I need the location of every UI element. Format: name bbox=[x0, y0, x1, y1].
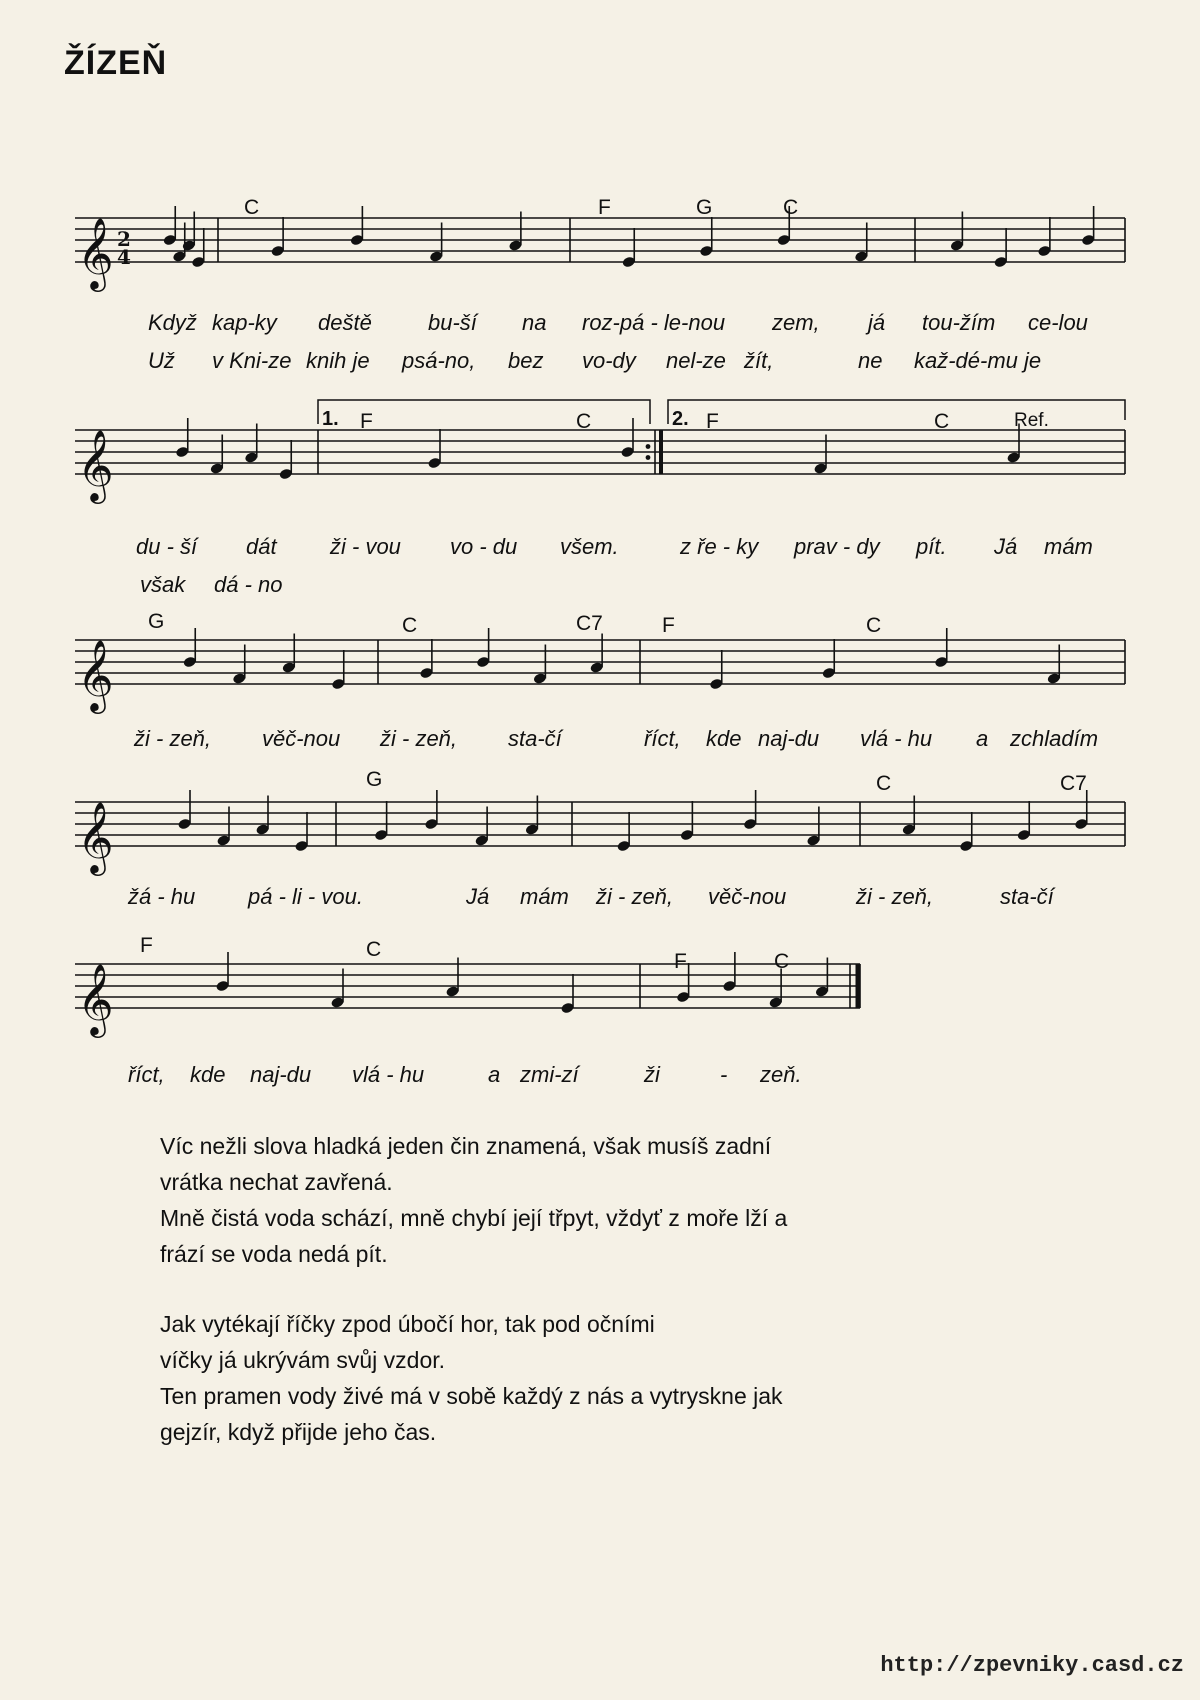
lyric-syllable: bez bbox=[508, 348, 544, 373]
lyric-syllable: ne bbox=[858, 348, 883, 373]
lyric-syllable: psá-no, bbox=[402, 348, 476, 373]
lyric-syllable: říct, bbox=[128, 1062, 165, 1087]
chord: C bbox=[774, 950, 790, 973]
lyric-syllable: naj-du bbox=[758, 726, 820, 751]
lyric-syllable: ce-lou bbox=[1028, 310, 1088, 335]
chord: C bbox=[244, 196, 260, 219]
lyric-syllable: ži - zeň, bbox=[380, 726, 458, 751]
lyric-syllable: vo-dy bbox=[582, 348, 636, 373]
lyric-syllable: ži bbox=[644, 1062, 660, 1087]
lyric-syllable: Já bbox=[994, 534, 1018, 559]
lyric-syllable: zmi-zí bbox=[520, 1062, 579, 1087]
lyric-syllable: žá - hu bbox=[128, 884, 196, 909]
lyric-syllable: Když bbox=[148, 310, 197, 335]
lyric-syllable: věč-nou bbox=[262, 726, 341, 751]
chord: C bbox=[576, 410, 592, 433]
chord: F bbox=[360, 410, 373, 433]
lyric-syllable: v Kni-ze bbox=[212, 348, 292, 373]
lyric-syllable: nel-ze bbox=[666, 348, 726, 373]
lyric-syllable: knih je bbox=[306, 348, 370, 373]
chord: C bbox=[783, 196, 799, 219]
staff-5 bbox=[0, 926, 1200, 1035]
lyric-syllable: pá - li - vou. bbox=[248, 884, 363, 909]
lyric-syllable: vlá - hu bbox=[860, 726, 933, 751]
staff-4 bbox=[0, 768, 1200, 873]
lyric-syllable: a bbox=[488, 1062, 501, 1087]
lyric-syllable: žít, bbox=[744, 348, 774, 373]
treble-clef-icon: 𝄞 bbox=[77, 962, 114, 1035]
lyric-syllable: ži - zeň, bbox=[596, 884, 674, 909]
lyric-syllable: zem, bbox=[772, 310, 820, 335]
lyric-syllable: zchladím bbox=[1010, 726, 1099, 751]
lyric-syllable: věč-nou bbox=[708, 884, 787, 909]
lyric-syllable: kde bbox=[706, 726, 742, 751]
volta-label: 1. bbox=[322, 408, 339, 430]
volta-bracket bbox=[668, 400, 1125, 424]
lyric-syllable: sta-čí bbox=[508, 726, 562, 751]
chord: C7 bbox=[1060, 772, 1087, 795]
refrain-label: Ref. bbox=[1014, 410, 1049, 431]
lyric-syllable: vo - du bbox=[450, 534, 518, 559]
lyric-syllable: říct, bbox=[644, 726, 681, 751]
lyric-syllable: na bbox=[522, 310, 547, 335]
chord: G bbox=[696, 196, 713, 219]
verse-line: Jak vytékají říčky zpod úbočí hor, tak pod očními bbox=[160, 1311, 655, 1337]
lyric-syllable: ži - zeň, bbox=[134, 726, 212, 751]
verse-line: gejzír, když přijde jeho čas. bbox=[160, 1419, 437, 1445]
verse-2 bbox=[160, 1128, 1060, 1272]
verse-line: Víc nežli slova hladká jeden čin znamená, však musíš zadní bbox=[160, 1133, 772, 1159]
lyric-syllable: zeň. bbox=[760, 1062, 802, 1087]
verse-3 bbox=[160, 1306, 1060, 1450]
chord: C7 bbox=[576, 612, 603, 635]
lyric-syllable: a bbox=[976, 726, 989, 751]
lyric-syllable: vlá - hu bbox=[352, 1062, 425, 1087]
lyric-syllable: - bbox=[720, 1062, 728, 1087]
repeat-dot bbox=[646, 455, 651, 460]
chord: C bbox=[934, 410, 950, 433]
lyric-syllable: sta-čí bbox=[1000, 884, 1054, 909]
lyric-syllable: roz-pá - le-nou bbox=[582, 310, 726, 335]
repeat-dot bbox=[646, 444, 651, 449]
verse-line: frází se voda nedá pít. bbox=[160, 1241, 388, 1267]
volta-label: 2. bbox=[672, 408, 689, 430]
source-url: http://zpevniky.casd.cz bbox=[880, 1653, 1184, 1678]
verse-line: víčky já ukrývám svůj vzdor. bbox=[160, 1347, 446, 1373]
lyric-syllable: ži - vou bbox=[330, 534, 401, 559]
lyric-syllable: dát bbox=[246, 534, 277, 559]
lyric-syllable: já bbox=[868, 310, 886, 335]
chord: F bbox=[598, 196, 611, 219]
chord: F bbox=[674, 950, 687, 973]
lyric-syllable: mám bbox=[1044, 534, 1093, 559]
lyric-syllable: ži - zeň, bbox=[856, 884, 934, 909]
lyric-syllable: dá - no bbox=[214, 572, 283, 597]
verse-line: Ten pramen vody živé má v sobě každý z nás a vytryskne jak bbox=[160, 1383, 783, 1409]
verse-line: vrátka nechat zavřená. bbox=[160, 1169, 393, 1195]
chord: G bbox=[366, 768, 383, 791]
treble-clef-icon: 𝄞 bbox=[77, 800, 114, 873]
chord: F bbox=[140, 934, 153, 957]
verse-line: Mně čistá voda schází, mně chybí její třpyt, vždyť z moře lží a bbox=[160, 1205, 788, 1231]
lyric-syllable: kde bbox=[190, 1062, 226, 1087]
lyric-syllable: bu-ší bbox=[428, 310, 477, 335]
lyric-syllable: pít. bbox=[916, 534, 947, 559]
chord: C bbox=[866, 614, 882, 637]
lyric-syllable: však bbox=[140, 572, 186, 597]
lyric-syllable: deště bbox=[318, 310, 372, 335]
lyric-syllable: tou-žím bbox=[922, 310, 996, 335]
lyric-syllable: Už bbox=[148, 348, 175, 373]
lyric-syllable: naj-du bbox=[250, 1062, 312, 1087]
treble-clef-icon: 𝄞 bbox=[77, 638, 114, 711]
lyric-syllable: kaž-dé-mu je bbox=[914, 348, 1042, 373]
treble-clef-icon: 𝄞 bbox=[77, 216, 114, 289]
lyric-syllable: mám bbox=[520, 884, 569, 909]
lyric-syllable: prav - dy bbox=[794, 534, 880, 559]
verse-text bbox=[160, 1128, 1060, 1484]
lyric-syllable: du - ší bbox=[136, 534, 198, 559]
lyric-syllable: z ře - ky bbox=[680, 534, 759, 559]
chord: C bbox=[876, 772, 892, 795]
time-signature: 2 bbox=[117, 227, 131, 251]
lyric-syllable: Já bbox=[466, 884, 490, 909]
time-signature: 4 bbox=[117, 245, 131, 269]
chord: F bbox=[662, 614, 675, 637]
song-title: ŽÍZEŇ bbox=[64, 44, 168, 82]
chord: G bbox=[148, 610, 165, 633]
chord: C bbox=[366, 938, 382, 961]
treble-clef-icon: 𝄞 bbox=[77, 428, 114, 501]
lyric-syllable: kap-ky bbox=[212, 310, 277, 335]
chord: C bbox=[402, 614, 418, 637]
chord: F bbox=[706, 410, 719, 433]
lyric-syllable: všem. bbox=[560, 534, 619, 559]
